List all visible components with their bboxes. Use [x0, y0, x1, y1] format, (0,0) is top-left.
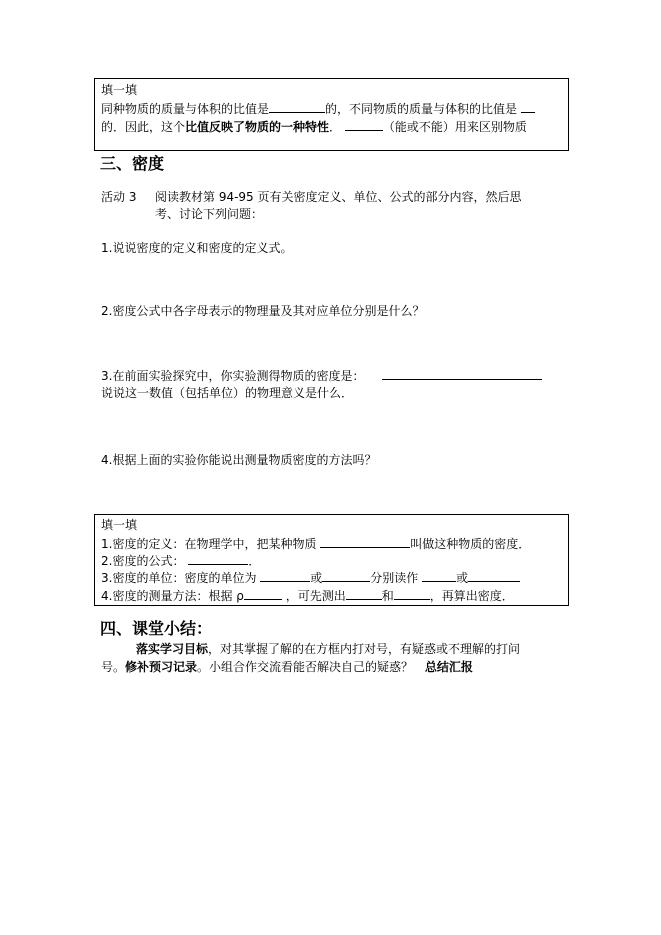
blank-density-definition[interactable] [320, 535, 410, 548]
section-3-heading: 三、密度 [100, 154, 165, 173]
box2-line-2 [101, 552, 260, 569]
box2-line-3 [101, 569, 520, 586]
blank-reading-1[interactable] [422, 569, 456, 582]
box1-line-2 [101, 118, 527, 135]
summary-bold-3: 总结汇报 [424, 660, 473, 674]
activity-3-label: 活动 3 [101, 190, 137, 204]
box2-title: 填一填 [101, 518, 138, 532]
question-3-line-1 [101, 367, 542, 384]
blank-measure-2[interactable] [394, 587, 430, 600]
blank-measured-density[interactable] [382, 367, 542, 380]
summary-line-2 [101, 659, 473, 675]
box2-line4-text-a: 4.密度的测量方法：根据 ρ [101, 589, 244, 603]
summary-line-1 [136, 641, 520, 657]
box1-line1-text-b: 的，不同物质的质量与体积的比值是 [325, 102, 518, 116]
question-3-text: 3.在前面实验探究中，你实验测得物质的密度是： [101, 369, 365, 383]
box2-line1-text-b: 叫做这种物质的密度． [410, 537, 531, 551]
question-3-line-2: 说说这一数值（包括单位）的物理意义是什么． [101, 386, 354, 400]
box1-line2-text-d: （能或不能）用来区别物质 [382, 120, 527, 134]
box2-line-4 [101, 587, 514, 604]
blank-measure-1[interactable] [346, 587, 382, 600]
box1-line-1 [101, 100, 535, 117]
box2-line3-text-b: 或 [310, 571, 323, 585]
blank-can-or-cannot[interactable] [345, 118, 383, 131]
blank-ratio-different[interactable] [521, 100, 535, 113]
box2-line4-text-c: 和 [381, 589, 394, 603]
box2-line4-text-b: ，可先测出 [285, 589, 346, 603]
blank-reading-2[interactable] [468, 569, 520, 582]
summary-bold-2: 修补预习记录 [125, 660, 198, 674]
section-4-heading: 四、课堂小结： [100, 619, 213, 638]
box2-line-1 [101, 535, 530, 552]
blank-unit-2[interactable] [322, 569, 370, 582]
summary-bold-1: 落实学习目标 [136, 642, 209, 656]
box2-line1-text-a: 1.密度的定义：在物理学中，把某种物质 [101, 537, 317, 551]
box1-line1-text-a: 同种物质的质量与体积的比值是 [101, 102, 270, 116]
blank-formula-basis[interactable] [244, 587, 282, 600]
box2-line3-text-a: 3.密度的单位：密度的单位为 [101, 571, 257, 585]
box2-line3-text-d: 或 [456, 571, 469, 585]
summary-text-1: ，对其掌握了解的在方框内打对号，有疑惑或不理解的打问 [208, 642, 521, 656]
question-1: 1.说说密度的定义和密度的定义式。 [101, 241, 293, 255]
activity-3-line-1: 阅读教材第 94-95 页有关密度定义、单位、公式的部分内容，然后思 [155, 190, 522, 204]
box1-line2-text-a: 的．因此，这个 [101, 120, 186, 134]
question-4: 4.根据上面的实验你能说出测量物质密度的方法吗？ [101, 453, 377, 467]
activity-3-line-2: 考、讨论下列问题： [155, 207, 264, 221]
box1-line2-bold: 比值反映了物质的一种特性 [185, 120, 330, 134]
blank-unit-1[interactable] [260, 569, 310, 582]
summary-text-3: 。小组合作交流看能否解决自己的疑惑？ [197, 660, 414, 674]
question-2: 2.密度公式中各字母表示的物理量及其对应单位分别是什么？ [101, 304, 425, 318]
box1-line2-period: ． [329, 120, 342, 134]
box2-line2-text: 2.密度的公式： [101, 554, 185, 568]
box2-line3-text-c: 分别读作 [370, 571, 419, 585]
box2-line2-end: ． [248, 554, 261, 568]
summary-text-2: 号。 [101, 660, 126, 674]
blank-ratio-same[interactable] [269, 100, 325, 113]
box1-title: 填一填 [101, 83, 138, 97]
box2-line4-text-d: ，再算出密度． [429, 589, 514, 603]
blank-density-formula[interactable] [188, 552, 248, 565]
